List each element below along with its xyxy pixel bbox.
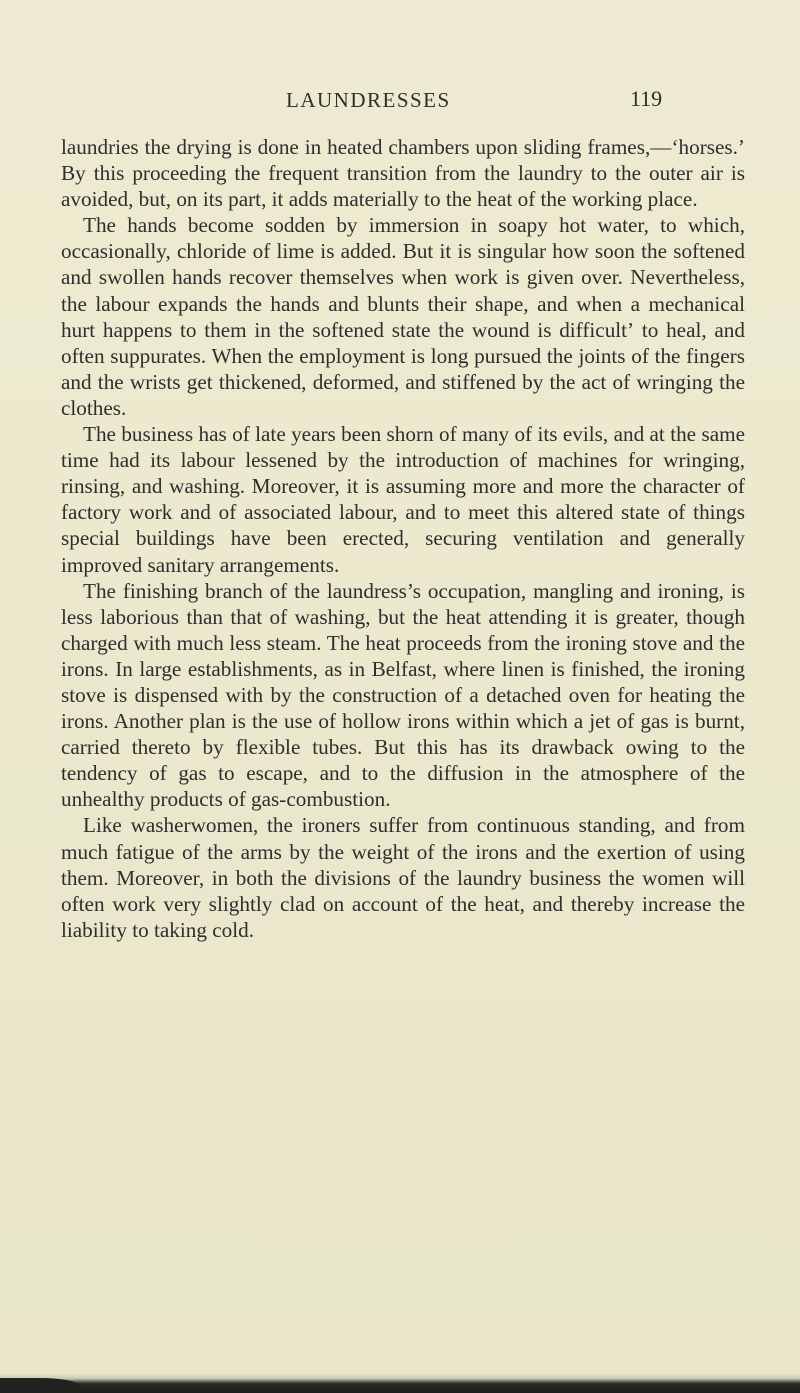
running-title: LAUNDRESSES <box>286 88 451 112</box>
paragraph: The business has of late years been shorn of many of its evils, and at the same time had its labour lessened by the introduction of machines for wringing, rinsing, and washing. Moreover, it is assuming more and more the character of factory work and of associated labour, and to meet this altered state of things special buildings have been erected, securing ventilation and generally improved sanitary arrangements. <box>61 422 745 577</box>
page-edge-shadow <box>0 1372 800 1393</box>
running-head <box>0 88 800 118</box>
page-number: 119 <box>630 86 663 111</box>
paragraph: Like washerwomen, the ironers suffer from continuous standing, and from much fatigue of the arms by the weight of the irons and the exertion of using them. Moreover, in both the divisions of the laundry business the women will often work very slightly clad on account of the heat, and thereby increase the liability to taking cold. <box>61 813 745 942</box>
body-text <box>61 134 745 943</box>
page-edge-corner <box>0 1378 80 1393</box>
paragraph: laundries the drying is done in heated chambers upon sliding frames,—‘horses.’ By this proceeding the frequent transition from the laundry to the outer air is avoided, but, on its part, it adds materially to the heat of the working place. <box>61 135 745 212</box>
paragraph: The finishing branch of the laundress’s occupation, mangling and ironing, is less laborious than that of washing, but the heat attending it is greater, though charged with much less steam. The heat proceeds from the ironing stove and the irons. In large establishments, as in Belfast, where linen is finished, the ironing stove is dispensed with by the construction of a detached oven for heating the irons. Another plan is the use of hollow irons within which a jet of gas is burnt, carried thereto by flexible tubes. But this has its drawback owing to the tendency of gas to escape, and to the diffusion in the atmosphere of the unhealthy products of gas-combustion. <box>61 578 745 812</box>
paragraph: The hands become sodden by immersion in soapy hot water, to which, occasionally, chloride of lime is added. But it is singular how soon the softened and swollen hands recover themselves when work is given over. Nevertheless, the labour expands the hands and blunts their shape, and when a mechanical hurt happens to them in the softened state the wound is difficultʼ to heal, and often suppurates. When the employment is long pursued the joints of the fingers and the wrists get thickened, deformed, and stiffened by the act of wringing the clothes. <box>61 213 745 420</box>
